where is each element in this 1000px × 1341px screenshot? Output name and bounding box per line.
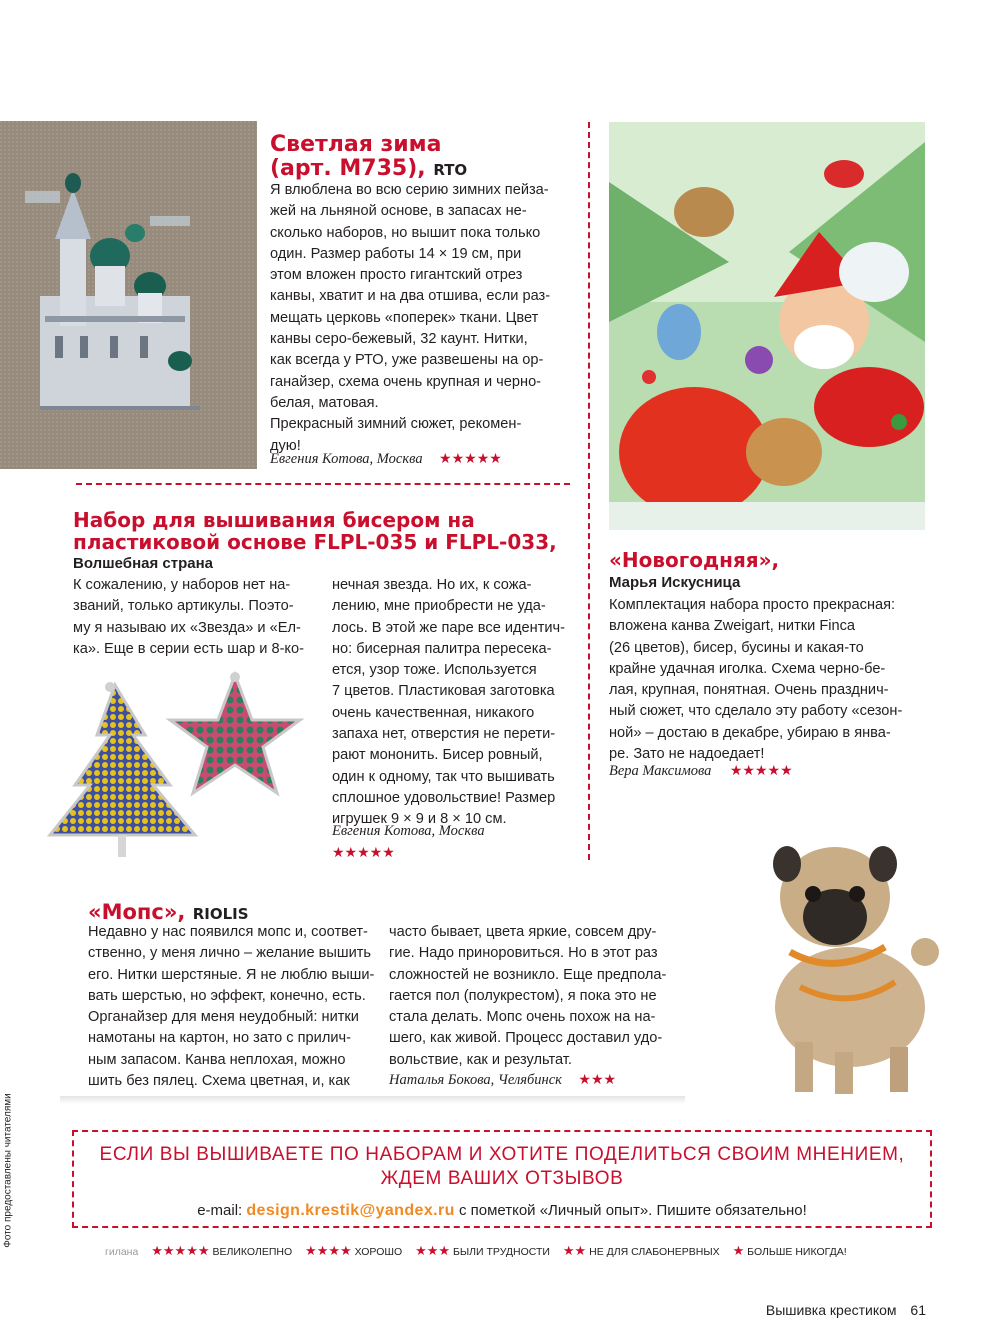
church-embroidery-photo <box>0 121 257 469</box>
review4-col2-line: шего, как живой. Процесс доставил удо- <box>389 1030 663 1047</box>
page-footer <box>766 1302 926 1318</box>
review2-col1-line: К сожалению, у наборов нет на- <box>73 577 291 593</box>
review4-signature <box>389 1071 616 1089</box>
feedback-banner <box>72 1130 932 1228</box>
review2-col2-line: игрушек 9 × 9 и 8 × 10 см. <box>332 811 507 828</box>
review3-line: ной» – достаю в декабре, убираю в янва- <box>609 724 891 741</box>
banner-contact <box>74 1202 930 1220</box>
review3-author: Вера Максимова <box>609 763 712 779</box>
review1-line: один. Размер работы 14 × 19 см, при <box>270 245 522 262</box>
review2-col1-line: званий, только артикулы. Поэто- <box>73 598 294 615</box>
review2-col2-line: нечная звезда. Но их, к сожа- <box>332 577 532 593</box>
legend-text-3: БЫЛИ ТРУДНОСТИ <box>452 1246 550 1258</box>
review1-line: как всегда у РТО, уже развешены на ор- <box>270 352 544 369</box>
review1-line: жей на льняной основе, в запасах не- <box>270 203 527 220</box>
review4-title-text: «Мопс», <box>88 900 186 924</box>
legend-text-4: ХОРОШО <box>354 1246 403 1258</box>
legend-stars-2: ★★ <box>562 1243 587 1258</box>
review2-title <box>73 509 557 553</box>
review2-col2-line: очень качественная, никакого <box>332 704 535 721</box>
review4-col2-line: гие. Надо приноровиться. Но в этот раз <box>389 945 658 962</box>
review4-col2-line: сложностей не возникло. Еще предпола- <box>389 966 667 983</box>
rating-legend <box>105 1243 847 1259</box>
review1-line: этом вложен просто гигантский отрез <box>270 267 523 284</box>
santa-embroidery-illustration <box>609 122 925 530</box>
review1-line: канвы серо-бежевый, 32 каунт. Нитки, <box>270 331 528 348</box>
review3-line: (26 цветов), бисер, бусины и какая-то <box>609 639 864 656</box>
review4-col1-line: ным запасом. Канва неплохая, можно <box>88 1051 346 1068</box>
review1-line: канвы, хватит и на два отшива, если раз- <box>270 288 551 305</box>
review3-line: лая, крупная, понятная. Очень празднич- <box>609 682 889 699</box>
review3-line: ный сюжет, что сделало эту работу «сезон- <box>609 703 903 720</box>
legend-label: гилана <box>105 1246 139 1258</box>
banner-email-prefix: e-mail: <box>197 1202 243 1219</box>
horizontal-divider <box>76 483 570 485</box>
review4-col1-line: его. Нитки шерстяные. Я не люблю выши- <box>88 966 375 983</box>
review1-body <box>270 180 575 457</box>
review4-panel-shadow <box>60 1096 690 1104</box>
new-year-embroidery-photo <box>609 122 925 530</box>
review1-line: Я влюблена во всю серию зимних пейза- <box>270 182 549 198</box>
review4-col2-line: вольствие, как и результат. <box>389 1051 572 1068</box>
review2-col2-line: лению, мне приобрести не уда- <box>332 598 546 615</box>
review1-stars: ★★★★★ <box>439 450 502 466</box>
legend-stars-4: ★★★★ <box>305 1243 352 1258</box>
review2-col2-line: лось. В этой же паре все идентич- <box>332 619 566 636</box>
review1-title-line1: Светлая зима <box>270 132 442 157</box>
review4-col1-line: шить без пялец. Схема цветная, и, как <box>88 1073 350 1090</box>
beaded-ornaments-illustration <box>45 665 320 865</box>
review1-signature <box>270 450 502 468</box>
church-embroidery-illustration <box>0 121 257 469</box>
review2-col2-line: но: бисерная палитра пересека- <box>332 640 552 657</box>
review1-line: мещать церковь «поперек» ткани. Цвет <box>270 309 539 326</box>
review1-brand: RTO <box>433 161 468 179</box>
review4-col1 <box>88 922 378 1092</box>
legend-text-2: НЕ ДЛЯ СЛАБОНЕРВНЫХ <box>589 1246 720 1258</box>
review4-col1-line: Органайзер для меня неудобный: нитки <box>88 1009 359 1026</box>
review3-line: вложена канва Zweigart, нитки Finca <box>609 618 856 635</box>
banner-heading-line2: ЖДЕМ ВАШИХ ОТЗЫВОВ <box>380 1168 624 1189</box>
review2-col1-line: ка». Еще в серии есть шар и 8-ко- <box>73 640 304 657</box>
legend-text-1: БОЛЬШЕ НИКОГДА! <box>747 1246 847 1258</box>
review1-line: ганайзер, схема очень крупная и черно- <box>270 373 542 390</box>
review4-stars: ★★★ <box>578 1071 617 1087</box>
review2-col1-line: му я называю их «Звезда» и «Ел- <box>73 619 301 636</box>
review1-title-line2 <box>270 157 467 182</box>
review2-title-line2: пластиковой основе FLPL-035 и FLPL-033, <box>73 530 557 554</box>
legend-stars-3: ★★★ <box>415 1243 451 1258</box>
review1-line: дую! <box>270 437 301 454</box>
review2-col2 <box>332 575 577 831</box>
review2-col2-line: рают мононить. Бисер ровный, <box>332 747 543 764</box>
review4-col2-line: стала делать. Мопс очень похож на на- <box>389 1009 656 1026</box>
review2-col2-line: 7 цветов. Пластиковая заготовка <box>332 683 555 700</box>
review3-stars: ★★★★★ <box>729 762 793 778</box>
review4-col2-line: часто бывает, цвета яркие, совсем дру- <box>389 924 657 940</box>
magazine-name: Вышивка крестиком <box>765 1302 897 1318</box>
review4-col1-line: намотаны на картон, но зато с прилич- <box>88 1030 351 1047</box>
review2-title-line1: Набор для вышивания бисером на <box>73 508 475 532</box>
review2-col2-line: ется, узор тоже. Используется <box>332 662 537 679</box>
review3-line: Комплектация набора просто прекрасная: <box>609 597 896 613</box>
review1-title-line2-text: (арт. M735), <box>270 156 426 181</box>
review1-line: белая, матовая. <box>270 394 379 411</box>
review3-brand: Марья Искусница <box>609 574 741 591</box>
review1-title <box>270 133 467 182</box>
review2-col2-line: запаха нет, отверстия не перети- <box>332 726 556 743</box>
review3-title: «Новогодняя», <box>609 548 780 572</box>
review3-line: ре. Зато не надоедает! <box>609 746 765 763</box>
beaded-ornaments-photo <box>45 665 320 865</box>
legend-stars-5: ★★★★★ <box>151 1243 210 1258</box>
review3-signature <box>609 762 793 780</box>
review3-line: крайне удачная иголка. Схема черно-бе- <box>609 660 886 677</box>
review1-line: Прекрасный зимний сюжет, рекомен- <box>270 416 522 433</box>
legend-stars-1: ★ <box>732 1243 745 1258</box>
pug-embroidery-illustration <box>685 812 953 1104</box>
review2-col2-line: один к одному, так что вышивать <box>332 768 555 785</box>
review2-col2-line: сплошное удовольствие! Размер <box>332 789 556 806</box>
review4-col1-line: вать шерстью, но эффект, конечно, есть. <box>88 987 366 1004</box>
legend-text-5: ВЕЛИКОЛЕПНО <box>212 1246 293 1258</box>
review4-col1-line: Недавно у нас появился мопс и, соответ- <box>88 924 368 940</box>
review1-line: сколько наборов, но вышит пока только <box>270 224 541 241</box>
pug-embroidery-photo <box>685 812 953 1104</box>
review4-brand: RIOLIS <box>192 905 249 923</box>
banner-heading-line1: ЕСЛИ ВЫ ВЫШИВАЕТЕ ПО НАБОРАМ И ХОТИТЕ ПОДЕЛИТЬСЯ СВОИМ МНЕНИЕМ, <box>99 1144 905 1165</box>
review2-brand: Волшебная страна <box>73 555 213 572</box>
review3-body <box>609 595 939 765</box>
review4-author: Наталья Бокова, Челябинск <box>389 1072 562 1088</box>
banner-email-suffix: с пометкой «Личный опыт». Пишите обязательно! <box>458 1202 807 1219</box>
photo-credit-caption: Фото предоставлены читателями <box>2 1093 14 1248</box>
review1-author: Евгения Котова, Москва <box>270 451 423 467</box>
review4-col2 <box>389 922 679 1071</box>
review4-col2-line: гается пол (полукрестом), я пока это не <box>389 987 657 1004</box>
page-number: 61 <box>910 1302 926 1318</box>
review2-stars: ★★★★★ <box>332 844 395 860</box>
review4-col1-line: ственно, у меня лично – желание вышить <box>88 945 372 962</box>
review2-author: Евгения Котова, Москва <box>332 823 485 839</box>
review2-col1 <box>73 575 318 660</box>
vertical-divider <box>588 122 590 860</box>
banner-email-link[interactable]: design.krestik@yandex.ru <box>246 1202 455 1219</box>
